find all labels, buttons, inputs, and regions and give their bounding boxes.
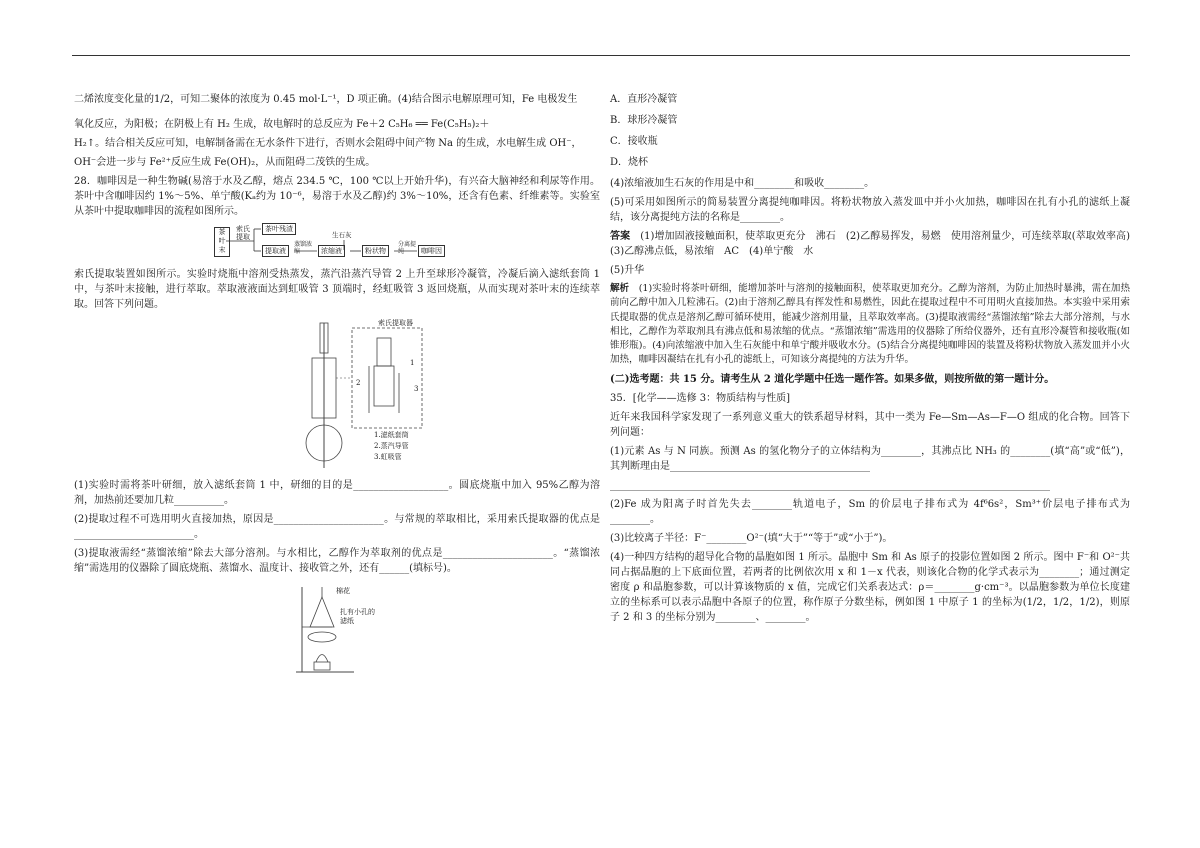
question-35-4: (4)一种四方结构的超导化合物的晶胞如图 1 所示。晶胞中 Sm 和 As 原子的投影位置如图 2 所示。图中 F⁻和 O²⁻共同占据晶胞的上下底面位置，若两者的比例依次用 x 和 1－x 代表，则该化合物的化学式表示为________；通过测定密度 ρ 和晶胞参数，可以计算该物质的 x 值，完成它们关系表达式：ρ＝________g·cm⁻³。以晶胞参数为单位长度建立的坐标系可以表示晶胞中各原子的位置，称作原子分数坐标，例如图 1 中原子 1 的坐标为(1/2，1/2，1/2)，则原子 2 和 3 的坐标分别为________、________。: [610, 551, 1130, 623]
analysis-label: 解析: [610, 283, 630, 294]
paragraph: 氧化反应，为阳极；在阴极上有 H₂ 生成，故电解时的总反应为 Fe＋2 C₅H₆ ══ Fe(C₅H₅)₂＋: [74, 119, 490, 130]
soxhlet-figure: [294, 318, 474, 478]
figure-legend: [374, 430, 409, 463]
label-2: 2: [356, 379, 361, 387]
option-d: D．烧杯: [610, 157, 649, 168]
analysis-block: [610, 282, 1130, 368]
answer-label: 答案: [610, 231, 631, 242]
header-rule: [72, 55, 1130, 56]
option-a: A．直形冷凝管: [610, 94, 678, 105]
label-3: 3: [414, 385, 419, 393]
option-c: C．接收瓶: [610, 136, 658, 147]
question-3: (3)提取液需经“蒸馏浓缩”除去大部分溶剂。与水相比，乙醇作为萃取剂的优点是______________________。“蒸馏浓缩”需选用的仪器除了圆底烧瓶、蒸馏水、温度计、接收管之外，还有______(填标号)。: [74, 548, 600, 574]
question-5: (5)可采用如图所示的简易装置分离提纯咖啡因。将粉状物放入蒸发皿中并小火加热，咖啡因在扎有小孔的滤纸上凝结，该分离提纯方法的名称是________。: [610, 197, 1130, 223]
paragraph: 二烯浓度变化量的1/2，可知二聚体的浓度为 0.45 mol·L⁻¹，D 项正确。(4)结合图示电解原理可知，Fe 电极发生: [74, 94, 578, 105]
question-28-desc: 索氏提取装置如图所示。实验时烧瓶中溶剂受热蒸发，蒸汽沿蒸汽导管 2 上升至球形冷凝管，冷凝后滴入滤纸套筒 1 中，与茶叶末接触，进行萃取。萃取液液面达到虹吸管 3 顶端时，经虹吸管 3 返回烧瓶，从而实现对茶叶末的连续萃取。回答下列问题。: [74, 269, 600, 310]
paragraph: H₂↑。结合相关反应可知，电解制备需在无水条件下进行，否则水会阻碍中间产物 Na 的生成，水电解生成 OH⁻，: [74, 138, 582, 149]
section-heading: (二)选考题：共 15 分。请考生从 2 道化学题中任选一题作答。如果多做，则按所做的第一题计分。: [610, 373, 1055, 385]
flow-soxhlet: 索氏提取: [236, 225, 250, 241]
flow-caffeine: 咖啡因: [418, 245, 445, 257]
sublimation-figure: [294, 582, 394, 677]
cotton-label: 棉花: [336, 587, 350, 595]
flow-conc: 浓缩液: [318, 245, 345, 257]
question-1: (1)实验时需将茶叶研细，放入滤纸套筒 1 中，研细的目的是___________________。圆底烧瓶中加入 95%乙醇为溶剂，加热前还要加几粒__________。: [74, 480, 600, 506]
analysis-text: (1)实验时将茶叶研细，能增加茶叶与溶剂的接触面积，使萃取更加充分。乙醇为溶剂，为防止加热时暴沸，需在加热前向乙醇中加入几粒沸石。(2)由于溶剂乙醇具有挥发性和易燃性，因此在提取过程中不可用明火直接加热。本实验中采用索氏提取器的优点是溶剂乙醇可循环使用，能减少溶剂用量，且萃取效率高。(3)提取液需经“蒸馏浓缩”除去大部分溶剂，与水相比，乙醇作为萃取剂具有沸点低和易浓缩的优点。“蒸馏浓缩”需选用的仪器除了所给仪器外，还有直形冷凝管和接收瓶(如锥形瓶)。(4)向浓缩液中加入生石灰能中和单宁酸并吸收水分。(5)结合分离提纯咖啡因的装置及将粉状物放入蒸发皿并小火加热，咖啡因凝结在扎有小孔的滤纸上，可知该分离提纯的方法为升华。: [610, 283, 1130, 366]
answer-5: (5)升华: [610, 265, 645, 276]
answer-text: (1)增加固液接触面积，使萃取更充分 沸石 (2)乙醇易挥发，易燃 使用溶剂量少，可连续萃取(萃取效率高) (3)乙醇沸点低，易浓缩 AC (4)单宁酸 水: [610, 231, 1140, 257]
flow-extract: 提取液: [262, 245, 289, 257]
question-35-2: (2)Fe 成为阳离子时首先失去________轨道电子，Sm 的价层电子排布式为 4f⁶6s²，Sm³⁺价层电子排布式为________。: [610, 498, 1130, 525]
legend-item: 1.滤纸套筒: [374, 431, 409, 439]
paragraph: OH⁻会进一步与 Fe²⁺反应生成 Fe(OH)₂，从而阻碍二茂铁的生成。: [74, 157, 376, 168]
flow-residue: 茶叶残渣: [262, 223, 296, 235]
question-35-title: 35．[化学——选修 3：物质结构与性质]: [610, 392, 791, 404]
label-1: 1: [410, 359, 415, 367]
flow-distill: 蒸馏浓缩: [294, 241, 313, 255]
answer-blank-line: ________________________________________________________________________________________: [610, 479, 1050, 491]
flow-sep: 分离提纯: [398, 241, 417, 255]
paper-label: 扎有小孔的滤纸: [340, 608, 375, 625]
flowchart: [214, 223, 454, 261]
figure-title: 索氏提取器: [378, 319, 413, 327]
question-4: (4)浓缩液加生石灰的作用是中和________和吸收________。: [610, 178, 875, 189]
right-column: [610, 92, 1140, 629]
legend-item: 3.虹吸管: [374, 453, 402, 461]
answer-block: [610, 229, 1140, 259]
legend-item: 2.蒸汽导管: [374, 442, 409, 450]
question-35-1: (1)元素 As 与 N 同族。预测 As 的氢化物分子的立体结构为________，其沸点比 NH₃ 的________(填“高”或“低”)，其判断理由是________________________________________: [610, 445, 1130, 472]
question-28-intro: 28．咖啡因是一种生物碱(易溶于水及乙醇，熔点 234.5 ℃，100 ℃以上开始升华)，有兴奋大脑神经和利尿等作用。茶叶中含咖啡因约 1%～5%、单宁酸(Kₐ约为 10⁻⁶，易溶于水及乙醇)约 3%～10%，还含有色素、纤维素等。实验室从茶叶中提取咖啡因的流程如图所示。: [74, 176, 600, 217]
question-35-3: (3)比较离子半径：F⁻________O²⁻(填“大于”“等于”或“小于”)。: [610, 532, 893, 544]
flow-tea: 茶叶末: [214, 227, 230, 257]
option-b: B．球形冷凝管: [610, 115, 678, 126]
flow-lime: 生石灰: [332, 231, 352, 239]
question-2: (2)提取过程不可选用明火直接加热，原因是______________________。与常规的萃取相比，采用索氏提取器的优点是________________________。: [74, 514, 600, 540]
flow-arrows: [214, 223, 454, 261]
left-column: [74, 92, 600, 677]
question-35-intro: 近年来我国科学家发现了一系列意义重大的铁系超导材料，其中一类为 Fe—Sm—As—F—O 组成的化合物。回答下列问题：: [610, 411, 1130, 438]
flow-powder: 粉状物: [362, 245, 389, 257]
